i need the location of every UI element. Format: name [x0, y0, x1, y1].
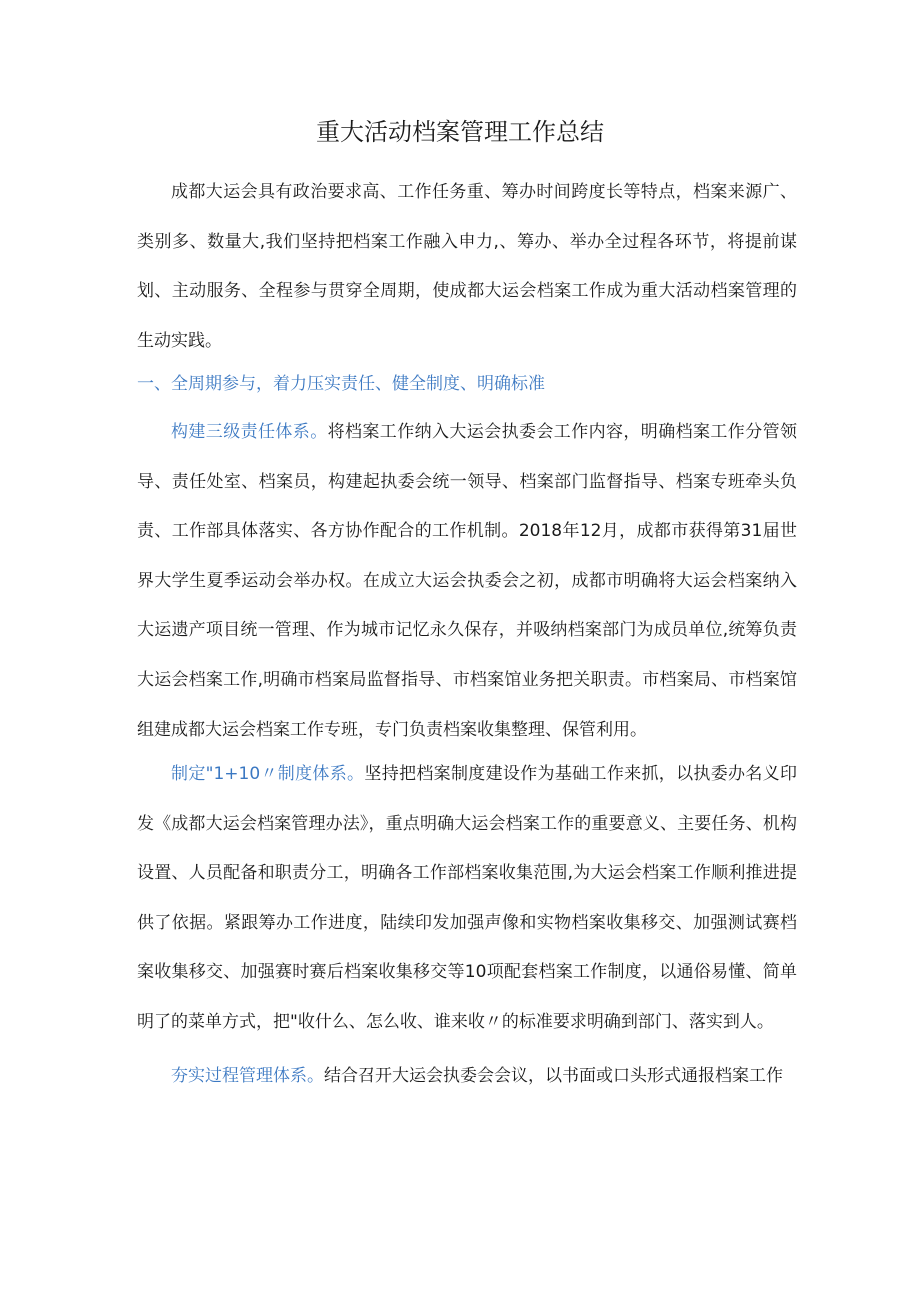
- paragraph-system: [137, 750, 797, 1048]
- paragraph-lead: 制定"1+10〃制度体系。: [171, 764, 365, 784]
- intro-paragraph: 成都大运会具有政治要求高、工作任务重、筹办时间跨度长等特点，档案来源广、类别多、数量大,我们坚持把档案工作融入申力,、筹办、举办全过程各环节，将提前谋划、主动服务、全程参与贯穿全周期，使成都大运会档案工作成为重大活动档案管理的生动实践。: [137, 182, 797, 351]
- section-heading: 一、全周期参与，着力压实责任、健全制度、明确标准: [137, 374, 545, 394]
- document-title: 重大活动档案管理工作总结: [316, 118, 604, 146]
- paragraph-lead: 构建三级责任体系。: [171, 422, 328, 442]
- paragraph-responsibility: [137, 408, 797, 755]
- paragraph-body: 坚持把档案制度建设作为基础工作来抓，以执委办名义印发《成都大运会档案管理办法》，重点明确大运会档案工作的重要意义、主要任务、机构设置、人员配备和职责分工，明确各工作部档案收集范围,为大运会档案工作顺利推进提供了依据。紧跟筹办工作进度，陆续印发加强声像和实物档案收集移交、加强测试赛档案收集移交、加强赛时赛后档案收集移交等10项配套档案工作制度，以通俗易懂、简单明了的菜单方式，把"收什么、怎么收、谁来收〃的标准要求明确到部门、落实到人。: [137, 764, 797, 1032]
- paragraph-process: [137, 1052, 797, 1102]
- paragraph-body: 将档案工作纳入大运会执委会工作内容，明确档案工作分管领导、责任处室、档案员，构建起执委会统一领导、档案部门监督指导、档案专班牵头负责、工作部具体落实、各方协作配合的工作机制。2018年12月，成都市获得第31届世界大学生夏季运动会举办权。在成立大运会执委会之初，成都市明确将大运会档案纳入大运遗产项目统一管理、作为城市记忆永久保存，并吸纳档案部门为成员单位,统筹负责大运会档案工作,明确市档案局监督指导、市档案馆业务把关职责。市档案局、市档案馆组建成都大运会档案工作专班，专门负责档案收集整理、保管利用。: [137, 422, 798, 740]
- paragraph-body: 结合召开大运会执委会会议，以书面或口头形式通报档案工作: [324, 1066, 783, 1086]
- paragraph-lead: 夯实过程管理体系。: [171, 1066, 324, 1086]
